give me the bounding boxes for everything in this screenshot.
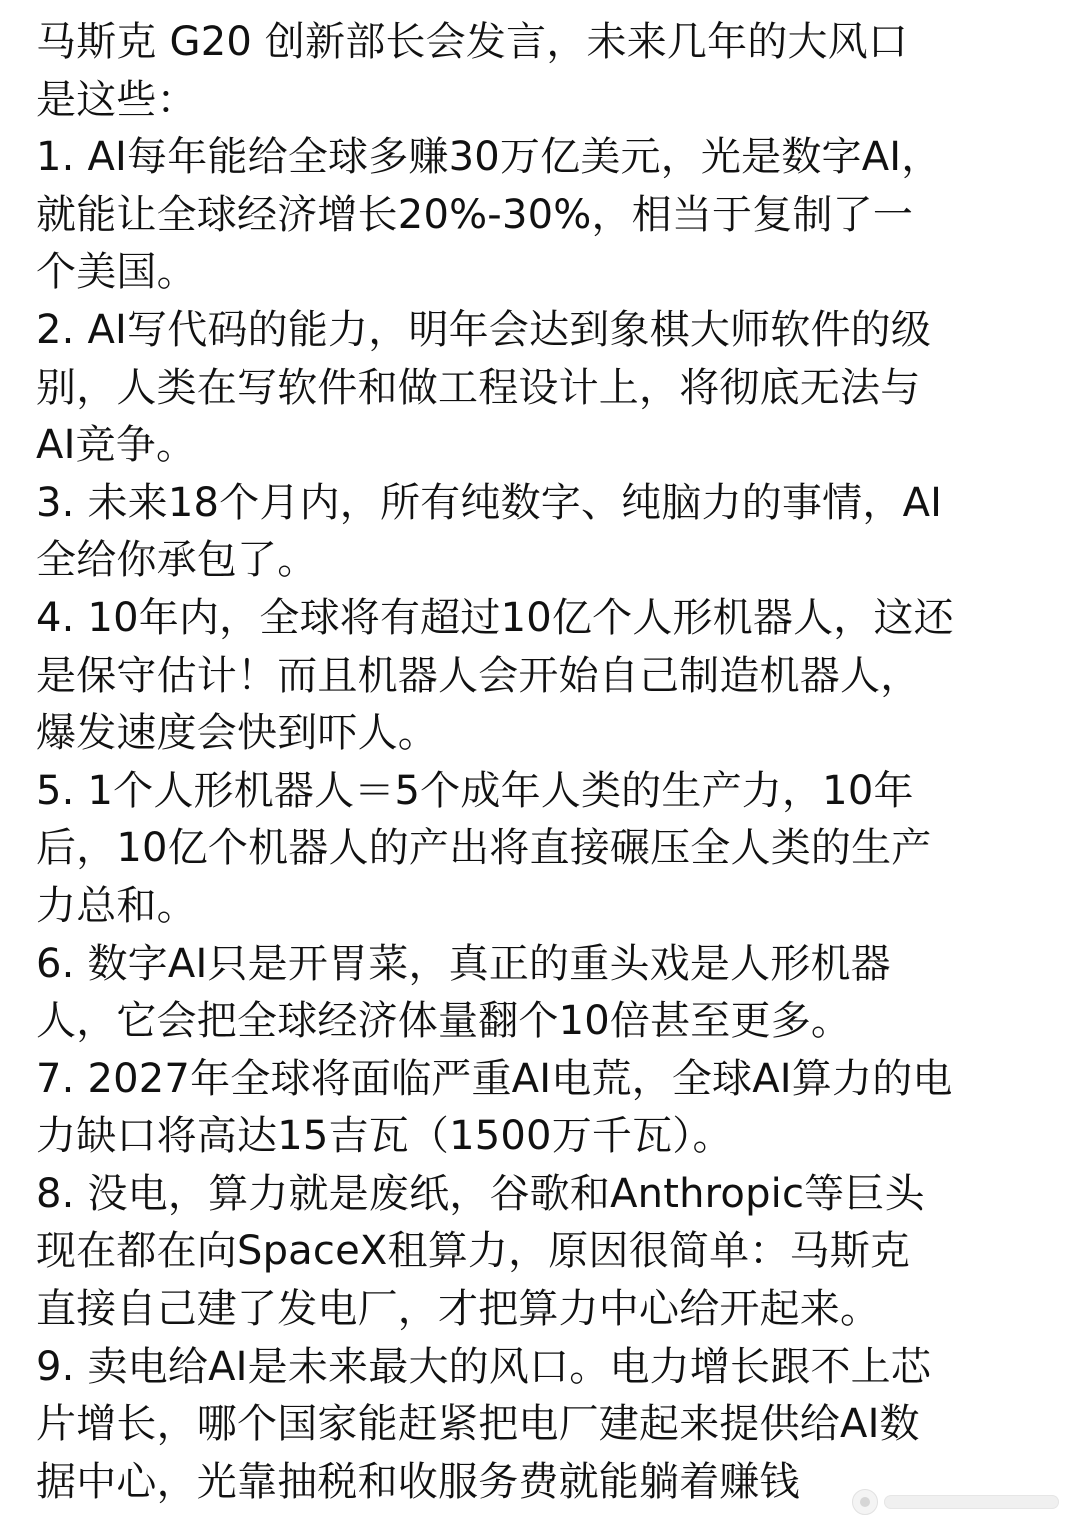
text-line: 8. 没电，算力就是废纸，谷歌和Anthropic等巨头: [36, 1170, 925, 1217]
text-line: 人，它会把全球经济体量翻个10倍甚至更多。: [36, 998, 852, 1045]
text-line: 力缺口将高达15吉瓦（1500万千瓦）。: [36, 1113, 733, 1160]
text-line: 5. 1个人形机器人＝5个成年人类的生产力，10年: [36, 767, 914, 814]
text-line: 全给你承包了。: [36, 537, 318, 584]
watermark: [852, 1488, 1059, 1516]
watermark-blur: [884, 1495, 1059, 1509]
text-line: 1. AI每年能给全球多赚30万亿美元，光是数字AI，: [36, 134, 942, 181]
text-line: AI竞争。: [36, 422, 197, 469]
text-line: 片增长，哪个国家能赶紧把电厂建起来提供给AI数: [36, 1401, 920, 1448]
text-line: 个美国。: [36, 249, 197, 296]
text-line: 是这些：: [36, 76, 197, 123]
text-line: 现在都在向SpaceX租算力，原因很简单：马斯克: [36, 1228, 911, 1275]
text-line: 据中心，光靠抽税和收服务费就能躺着赚钱: [36, 1458, 800, 1505]
text-line: 7. 2027年全球将面临严重AI电荒，全球AI算力的电: [36, 1055, 953, 1102]
post-text: [36, 14, 1046, 1511]
text-line: 是保守估计！而且机器人会开始自己制造机器人，: [36, 652, 921, 699]
text-line: 就能让全球经济增长20%-30%，相当于复制了一: [36, 191, 914, 238]
weibo-watermark-icon: [852, 1489, 878, 1515]
text-line: 9. 卖电给AI是未来最大的风口。电力增长跟不上芯: [36, 1343, 932, 1390]
text-line: 后，10亿个机器人的产出将直接碾压全人类的生产: [36, 825, 932, 872]
text-line: 爆发速度会快到吓人。: [36, 710, 438, 757]
text-line: 力总和。: [36, 882, 197, 929]
text-line: 2. AI写代码的能力，明年会达到象棋大师软件的级: [36, 306, 932, 353]
text-line: 别，人类在写软件和做工程设计上，将彻底无法与: [36, 364, 921, 411]
text-line: 4. 10年内，全球将有超过10亿个人形机器人，这还: [36, 594, 954, 641]
text-line: 6. 数字AI只是开胃菜，真正的重头戏是人形机器: [36, 940, 891, 987]
text-line: 马斯克 G20 创新部长会发言，未来几年的大风口: [36, 19, 909, 65]
text-line: 3. 未来18个月内，所有纯数字、纯脑力的事情，AI: [36, 479, 943, 526]
text-line: 直接自己建了发电厂，才把算力中心给开起来。: [36, 1286, 881, 1333]
